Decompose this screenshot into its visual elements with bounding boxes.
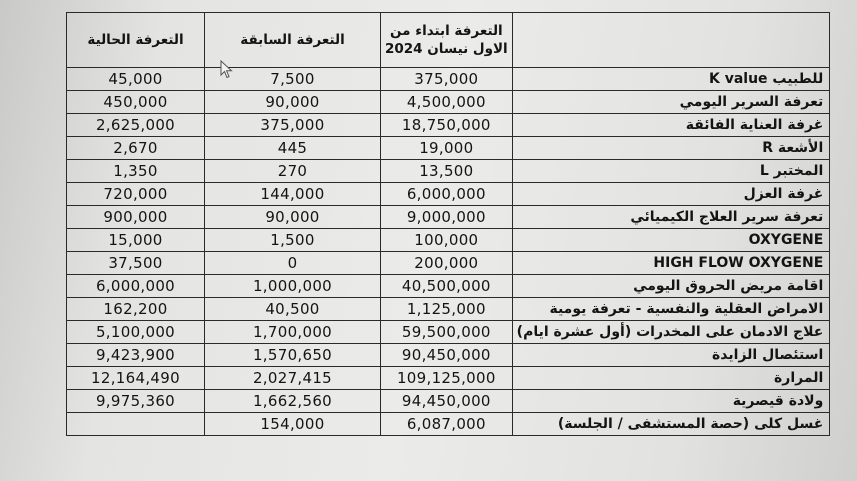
new-tariff-cell: 1,125,000 xyxy=(381,298,513,321)
item-name-cell: غسل كلى (حصة المستشفى / الجلسة) xyxy=(512,413,830,436)
item-name-cell: علاج الادمان على المخدرات (أول عشرة ايام) xyxy=(512,321,830,344)
current-tariff-cell: 6,000,000 xyxy=(67,275,205,298)
previous-tariff-cell: 1,500 xyxy=(205,229,381,252)
new-tariff-cell: 59,500,000 xyxy=(381,321,513,344)
current-tariff-cell: 2,625,000 xyxy=(67,114,205,137)
item-name-cell: غرفة العزل xyxy=(512,183,830,206)
previous-tariff-cell: 144,000 xyxy=(205,183,381,206)
table-row xyxy=(67,367,830,390)
new-tariff-cell: 19,000 xyxy=(381,137,513,160)
current-tariff-cell: 37,500 xyxy=(67,252,205,275)
table-row xyxy=(67,183,830,206)
new-tariff-cell: 109,125,000 xyxy=(381,367,513,390)
tariff-table xyxy=(66,12,830,436)
mouse-cursor-icon xyxy=(220,60,234,80)
previous-tariff-cell: 90,000 xyxy=(205,91,381,114)
item-name-cell: المختبر L xyxy=(512,160,830,183)
table-row xyxy=(67,91,830,114)
previous-tariff-cell: 90,000 xyxy=(205,206,381,229)
previous-tariff-cell: 1,700,000 xyxy=(205,321,381,344)
table-row xyxy=(67,344,830,367)
new-tariff-cell: 100,000 xyxy=(381,229,513,252)
current-tariff-cell: 9,975,360 xyxy=(67,390,205,413)
new-tariff-cell: 6,000,000 xyxy=(381,183,513,206)
new-tariff-cell: 9,000,000 xyxy=(381,206,513,229)
previous-tariff-cell: 270 xyxy=(205,160,381,183)
previous-tariff-cell: 1,570,650 xyxy=(205,344,381,367)
new-tariff-cell: 6,087,000 xyxy=(381,413,513,436)
item-name-cell: الامراض العقلية والنفسية - تعرفة يومية xyxy=(512,298,830,321)
new-tariff-cell: 13,500 xyxy=(381,160,513,183)
table-row xyxy=(67,137,830,160)
header-previous-tariff: التعرفة السابقة xyxy=(205,13,381,68)
header-current-tariff: التعرفة الحالية xyxy=(67,13,205,68)
current-tariff-cell xyxy=(67,413,205,436)
item-name-cell: للطبيب K value xyxy=(512,68,830,91)
table-row xyxy=(67,114,830,137)
item-name-cell: تعرفة سرير العلاج الكيميائي xyxy=(512,206,830,229)
current-tariff-cell: 2,670 xyxy=(67,137,205,160)
current-tariff-cell: 900,000 xyxy=(67,206,205,229)
header-item xyxy=(512,13,830,68)
new-tariff-cell: 4,500,000 xyxy=(381,91,513,114)
item-name-cell: اقامة مريض الحروق اليومي xyxy=(512,275,830,298)
current-tariff-cell: 450,000 xyxy=(67,91,205,114)
new-tariff-cell: 40,500,000 xyxy=(381,275,513,298)
item-name-cell: غرفة العناية الفائقة xyxy=(512,114,830,137)
previous-tariff-cell: 1,662,560 xyxy=(205,390,381,413)
previous-tariff-cell: 7,500 xyxy=(205,68,381,91)
item-name-cell: تعرفة السرير اليومي xyxy=(512,91,830,114)
table-row xyxy=(67,206,830,229)
current-tariff-cell: 15,000 xyxy=(67,229,205,252)
new-tariff-cell: 200,000 xyxy=(381,252,513,275)
previous-tariff-cell: 40,500 xyxy=(205,298,381,321)
current-tariff-cell: 720,000 xyxy=(67,183,205,206)
item-name-cell: الأشعة R xyxy=(512,137,830,160)
table-row xyxy=(67,390,830,413)
previous-tariff-cell: 1,000,000 xyxy=(205,275,381,298)
item-name-cell: ولادة قيصرية xyxy=(512,390,830,413)
table-row xyxy=(67,252,830,275)
header-new-tariff-line2: الاول نيسان 2024 xyxy=(385,41,508,57)
current-tariff-cell: 1,350 xyxy=(67,160,205,183)
table-row xyxy=(67,68,830,91)
table-row xyxy=(67,160,830,183)
header-new-tariff-line1: التعرفة ابتداء من xyxy=(389,23,503,39)
current-tariff-cell: 12,164,490 xyxy=(67,367,205,390)
current-tariff-cell: 9,423,900 xyxy=(67,344,205,367)
previous-tariff-cell: 445 xyxy=(205,137,381,160)
item-name-cell: المرارة xyxy=(512,367,830,390)
header-new-tariff xyxy=(381,13,513,68)
table-row xyxy=(67,298,830,321)
header-row xyxy=(67,13,830,68)
table-row xyxy=(67,275,830,298)
table-row xyxy=(67,413,830,436)
new-tariff-cell: 94,450,000 xyxy=(381,390,513,413)
new-tariff-cell: 90,450,000 xyxy=(381,344,513,367)
table-row xyxy=(67,229,830,252)
item-name-cell: HIGH FLOW OXYGENE xyxy=(512,252,830,275)
current-tariff-cell: 45,000 xyxy=(67,68,205,91)
previous-tariff-cell: 2,027,415 xyxy=(205,367,381,390)
current-tariff-cell: 5,100,000 xyxy=(67,321,205,344)
new-tariff-cell: 375,000 xyxy=(381,68,513,91)
previous-tariff-cell: 375,000 xyxy=(205,114,381,137)
current-tariff-cell: 162,200 xyxy=(67,298,205,321)
item-name-cell: استئصال الزايدة xyxy=(512,344,830,367)
new-tariff-cell: 18,750,000 xyxy=(381,114,513,137)
previous-tariff-cell: 154,000 xyxy=(205,413,381,436)
table-row xyxy=(67,321,830,344)
previous-tariff-cell: 0 xyxy=(205,252,381,275)
item-name-cell: OXYGENE xyxy=(512,229,830,252)
